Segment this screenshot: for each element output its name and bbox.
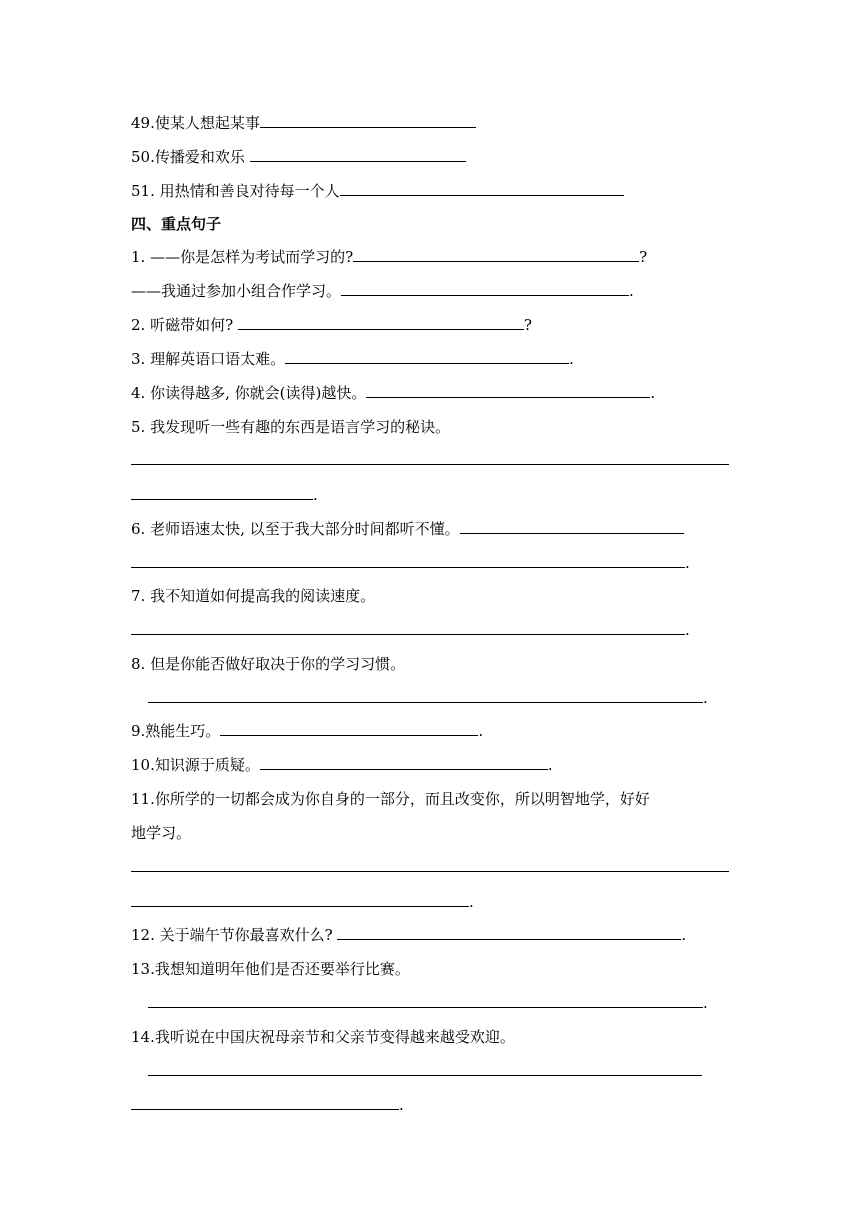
sentence-11b xyxy=(131,822,191,844)
sentence-text: 14.我听说在中国庆祝母亲节和父亲节变得越来越受欢迎。 xyxy=(131,1028,515,1046)
phrase-number: 50. xyxy=(131,148,155,166)
sentence-text: 1. ——你是怎样为考试而学习的? xyxy=(131,248,354,266)
punctuation: . xyxy=(681,926,687,944)
punctuation: . xyxy=(650,384,656,402)
sentence-5-answer-line-2 xyxy=(131,484,318,506)
sentence-text: 4. 你读得越多, 你就会(读得)越快。 xyxy=(131,384,367,402)
phrase-number: 49. xyxy=(131,114,155,132)
answer-blank[interactable] xyxy=(131,891,469,907)
sentence-14-answer-line-1 xyxy=(148,1061,702,1076)
answer-blank[interactable] xyxy=(131,484,313,500)
sentence-text: 3. 理解英语口语太难。 xyxy=(131,350,286,368)
answer-blank[interactable] xyxy=(337,924,681,940)
sentence-7-answer-line xyxy=(131,619,690,641)
answer-blank[interactable] xyxy=(131,552,685,568)
punctuation: ? xyxy=(523,316,532,334)
sentence-text: ——我通过参加小组合作学习。 xyxy=(131,282,342,300)
sentence-2 xyxy=(131,314,532,336)
sentence-text: 2. 听磁带如何? xyxy=(131,316,238,334)
sentence-13 xyxy=(131,958,410,980)
sentence-11a xyxy=(131,788,650,810)
answer-blank[interactable] xyxy=(131,1094,399,1110)
answer-blank[interactable] xyxy=(238,314,524,330)
punctuation: . xyxy=(478,722,484,740)
phrase-number: 51. xyxy=(131,182,155,200)
punctuation: . xyxy=(629,282,634,300)
phrase-51 xyxy=(131,180,624,202)
answer-blank[interactable] xyxy=(260,112,476,128)
sentence-6 xyxy=(131,518,684,540)
sentence-3 xyxy=(131,348,574,370)
punctuation: . xyxy=(313,486,318,504)
sentence-1b xyxy=(131,280,634,302)
phrase-text: 使某人想起某事 xyxy=(154,114,260,132)
sentence-7 xyxy=(131,585,375,607)
answer-blank[interactable] xyxy=(131,619,685,635)
punctuation: . xyxy=(685,621,690,639)
answer-blank[interactable] xyxy=(148,992,703,1008)
phrase-49 xyxy=(131,112,476,134)
punctuation: . xyxy=(399,1096,404,1114)
answer-blank[interactable] xyxy=(341,280,629,296)
sentence-text: 11.你所学的一切都会成为你自身的一部分，而且改变你，所以明智地学，好好 xyxy=(131,790,650,808)
punctuation: . xyxy=(547,756,553,774)
sentence-13-answer-line xyxy=(148,992,708,1014)
sentence-9 xyxy=(131,720,483,742)
sentence-6-answer-line xyxy=(131,552,690,574)
sentence-text: 6. 老师语速太快, 以至于我大部分时间都听不懂。 xyxy=(131,520,460,538)
sentence-text: 10.知识源于质疑。 xyxy=(131,756,260,774)
punctuation: ? xyxy=(639,248,648,266)
sentence-5-answer-line-1 xyxy=(131,450,729,465)
sentence-1a xyxy=(131,246,647,268)
answer-blank[interactable] xyxy=(148,1061,702,1076)
sentence-11-answer-line-2 xyxy=(131,891,474,913)
answer-blank[interactable] xyxy=(131,857,729,872)
sentence-text: 地学习。 xyxy=(131,824,192,842)
answer-blank[interactable] xyxy=(366,382,650,398)
sentence-5 xyxy=(131,416,450,438)
sentence-8 xyxy=(131,653,405,675)
sentence-text: 12. 关于端午节你最喜欢什么? xyxy=(131,926,338,944)
sentence-11-answer-line-1 xyxy=(131,857,729,872)
phrase-50 xyxy=(131,146,466,168)
section-heading: 四、重点句子 xyxy=(131,215,222,233)
punctuation: . xyxy=(703,689,708,707)
answer-blank[interactable] xyxy=(250,146,466,162)
answer-blank[interactable] xyxy=(460,518,684,534)
sentence-text: 13.我想知道明年他们是否还要举行比赛。 xyxy=(131,960,410,978)
sentence-text: 9.熟能生巧。 xyxy=(131,722,221,740)
sentence-10 xyxy=(131,754,553,776)
punctuation: . xyxy=(469,893,474,911)
answer-blank[interactable] xyxy=(340,180,624,196)
sentence-text: 5. 我发现听一些有趣的东西是语言学习的秘诀。 xyxy=(131,418,451,436)
punctuation: . xyxy=(569,350,574,368)
sentence-14-answer-line-2 xyxy=(131,1094,404,1116)
answer-blank[interactable] xyxy=(260,754,548,770)
sentence-14 xyxy=(131,1026,515,1048)
sentence-8-answer-line xyxy=(148,687,708,709)
answer-blank[interactable] xyxy=(220,720,478,736)
answer-blank[interactable] xyxy=(131,450,729,465)
punctuation: . xyxy=(703,994,708,1012)
phrase-text: 传播爱和欢乐 xyxy=(154,148,250,166)
sentence-text: 7. 我不知道如何提高我的阅读速度。 xyxy=(131,587,376,605)
answer-blank[interactable] xyxy=(285,348,569,364)
answer-blank[interactable] xyxy=(353,246,639,262)
punctuation: . xyxy=(685,554,690,572)
answer-blank[interactable] xyxy=(148,687,703,703)
sentence-4 xyxy=(131,382,655,404)
phrase-text: 用热情和善良对待每一个人 xyxy=(154,182,340,200)
sentence-text: 8. 但是你能否做好取决于你的学习习惯。 xyxy=(131,655,406,673)
sentence-12 xyxy=(131,924,686,946)
